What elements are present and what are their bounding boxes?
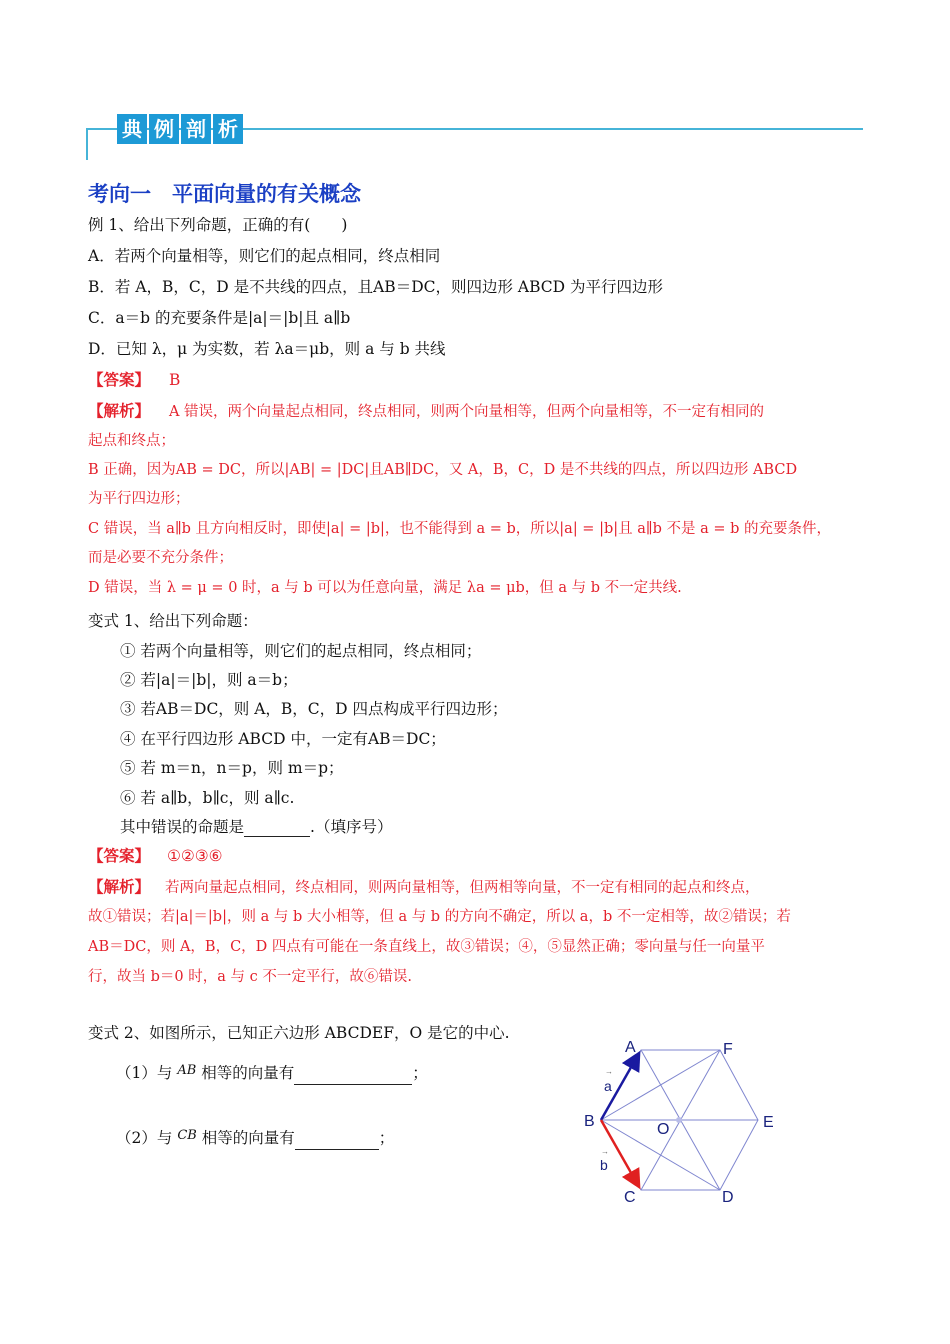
variant1-item-2: ② 若|a|＝|b|，则 a＝b；: [120, 671, 298, 689]
variant1-item-3: ③ 若AB＝DC，则 A，B，C，D 四点构成平行四边形；: [120, 700, 508, 718]
label-A: A: [625, 1039, 636, 1056]
example1-option-c: C．a＝b 的充要条件是|a|＝|b|且 a∥b: [88, 309, 351, 327]
example1-analysis-3b: 而是必要不充分条件；: [88, 550, 233, 566]
variant2-q2: [116, 1128, 394, 1150]
center-point: [676, 1117, 682, 1123]
answer-value: ①②③⑥: [166, 847, 223, 865]
arrow-over-a: →: [605, 1067, 613, 1076]
example1-question: 例 1、给出下列命题，正确的有( ): [88, 216, 348, 234]
q2-prefix: （2）与: [116, 1129, 173, 1147]
variant1-item-6: ⑥ 若 a∥b，b∥c，则 a∥c.: [120, 789, 295, 807]
header-tick: [86, 128, 88, 160]
label-vec-a: a: [604, 1078, 612, 1094]
variant1-analysis-4: 行，故当 b＝0 时，a 与 c 不一定平行，故⑥错误.: [88, 969, 412, 985]
example1-option-b: B．若 A，B，C，D 是不共线的四点，且AB＝DC，则四边形 ABCD 为平行四边形: [88, 278, 664, 296]
section-title: 考向一 平面向量的有关概念: [88, 182, 361, 206]
variant2-q1: [116, 1063, 428, 1085]
example1-option-d: D．已知 λ，μ 为实数，若 λa＝μb，则 a 与 b 共线: [88, 340, 446, 358]
header-char-2: 例: [149, 114, 179, 144]
q1-suffix: 相等的向量有: [201, 1064, 295, 1082]
label-C: C: [624, 1189, 636, 1206]
example1-option-a: A．若两个向量相等，则它们的起点相同，终点相同: [88, 247, 441, 265]
answer-label: 【答案】: [88, 370, 151, 389]
answer-blank[interactable]: [244, 820, 310, 837]
q2-blank[interactable]: [295, 1133, 379, 1150]
label-D: D: [722, 1189, 734, 1206]
variant1-answer: [88, 846, 223, 866]
q1-prefix: （1）与: [116, 1064, 173, 1082]
q1-end: ；: [412, 1064, 428, 1082]
q2-suffix: 相等的向量有: [201, 1129, 295, 1147]
example1-analysis-3a: C 错误，当 a∥b 且方向相反时，即使|a| = |b|，也不能得到 a = b，所以|a| = |b|且 a∥b 不是 a = b 的充要条件，: [88, 521, 831, 537]
label-B: B: [584, 1113, 595, 1130]
q1-blank[interactable]: [294, 1068, 412, 1085]
variant1-item-5: ⑤ 若 m＝n，n＝p，则 m＝p；: [120, 759, 344, 777]
variant1-analysis-2: 故①错误；若|a|＝|b|，则 a 与 b 大小相等，但 a 与 b 的方向不确定，所以 a，b 不一定相等，故②错误；若: [88, 909, 791, 925]
fill-suffix: .（填序号）: [310, 818, 393, 836]
label-vec-b: b: [600, 1157, 608, 1173]
header-char-3: 剖: [181, 114, 211, 144]
example1-analysis-1b: 起点和终点；: [88, 433, 175, 449]
variant1-analysis-3: AB＝DC，则 A，B，C，D 四点有可能在一条直线上，故③错误；④，⑤显然正确；零向量与任一向量平: [88, 939, 765, 955]
segment-bf: [601, 1050, 720, 1120]
label-E: E: [763, 1114, 774, 1131]
q2-vector: CB: [177, 1128, 197, 1143]
variant1-item-4: ④ 在平行四边形 ABCD 中，一定有AB＝DC；: [120, 730, 446, 748]
analysis-text: 若两向量起点相同，终点相同，则两向量相等，但两相等向量，不一定有相同的起点和终点，: [164, 880, 760, 896]
example1-analysis-2b: 为平行四边形；: [88, 491, 190, 507]
example1-answer: [88, 370, 180, 390]
answer-label: 【答案】: [88, 846, 151, 865]
label-O: O: [657, 1121, 670, 1138]
analysis-label: 【解析】: [88, 401, 151, 420]
example1-analysis-1a: [88, 401, 764, 422]
variant1-item-1: ① 若两个向量相等，则它们的起点相同，终点相同；: [120, 642, 482, 660]
example1-analysis-2a: B 正确，因为AB = DC，所以|AB| = |DC|且AB∥DC，又 A，B，C，D 是不共线的四点，所以四边形 ABCD: [88, 462, 798, 478]
header-char-1: 典: [117, 114, 147, 144]
q2-end: ；: [378, 1129, 395, 1147]
analysis-label: 【解析】: [88, 877, 151, 896]
example1-analysis-4: D 错误，当 λ = μ = 0 时，a 与 b 可以为任意向量，满足 λa = μb，但 a 与 b 不一定共线.: [88, 580, 682, 596]
label-F: F: [723, 1041, 733, 1058]
analysis-text: A 错误，两个向量起点相同，终点相同，则两个向量相等，但两个向量相等，不一定有相同的: [168, 404, 765, 420]
header-char-4: 析: [213, 114, 243, 144]
arrow-over-b: →: [601, 1147, 609, 1156]
q1-vector: AB: [177, 1063, 197, 1078]
variant1-analysis-1: [88, 877, 759, 898]
variant1-question: 变式 1、给出下列命题：: [88, 612, 258, 630]
variant2-question: 变式 2、如图所示，已知正六边形 ABCDEF，O 是它的中心.: [88, 1024, 510, 1042]
fill-prefix: 其中错误的命题是: [120, 818, 245, 836]
variant1-fill: [120, 817, 392, 837]
hexagon-figure: [560, 1030, 800, 1215]
answer-value: B: [168, 371, 181, 389]
